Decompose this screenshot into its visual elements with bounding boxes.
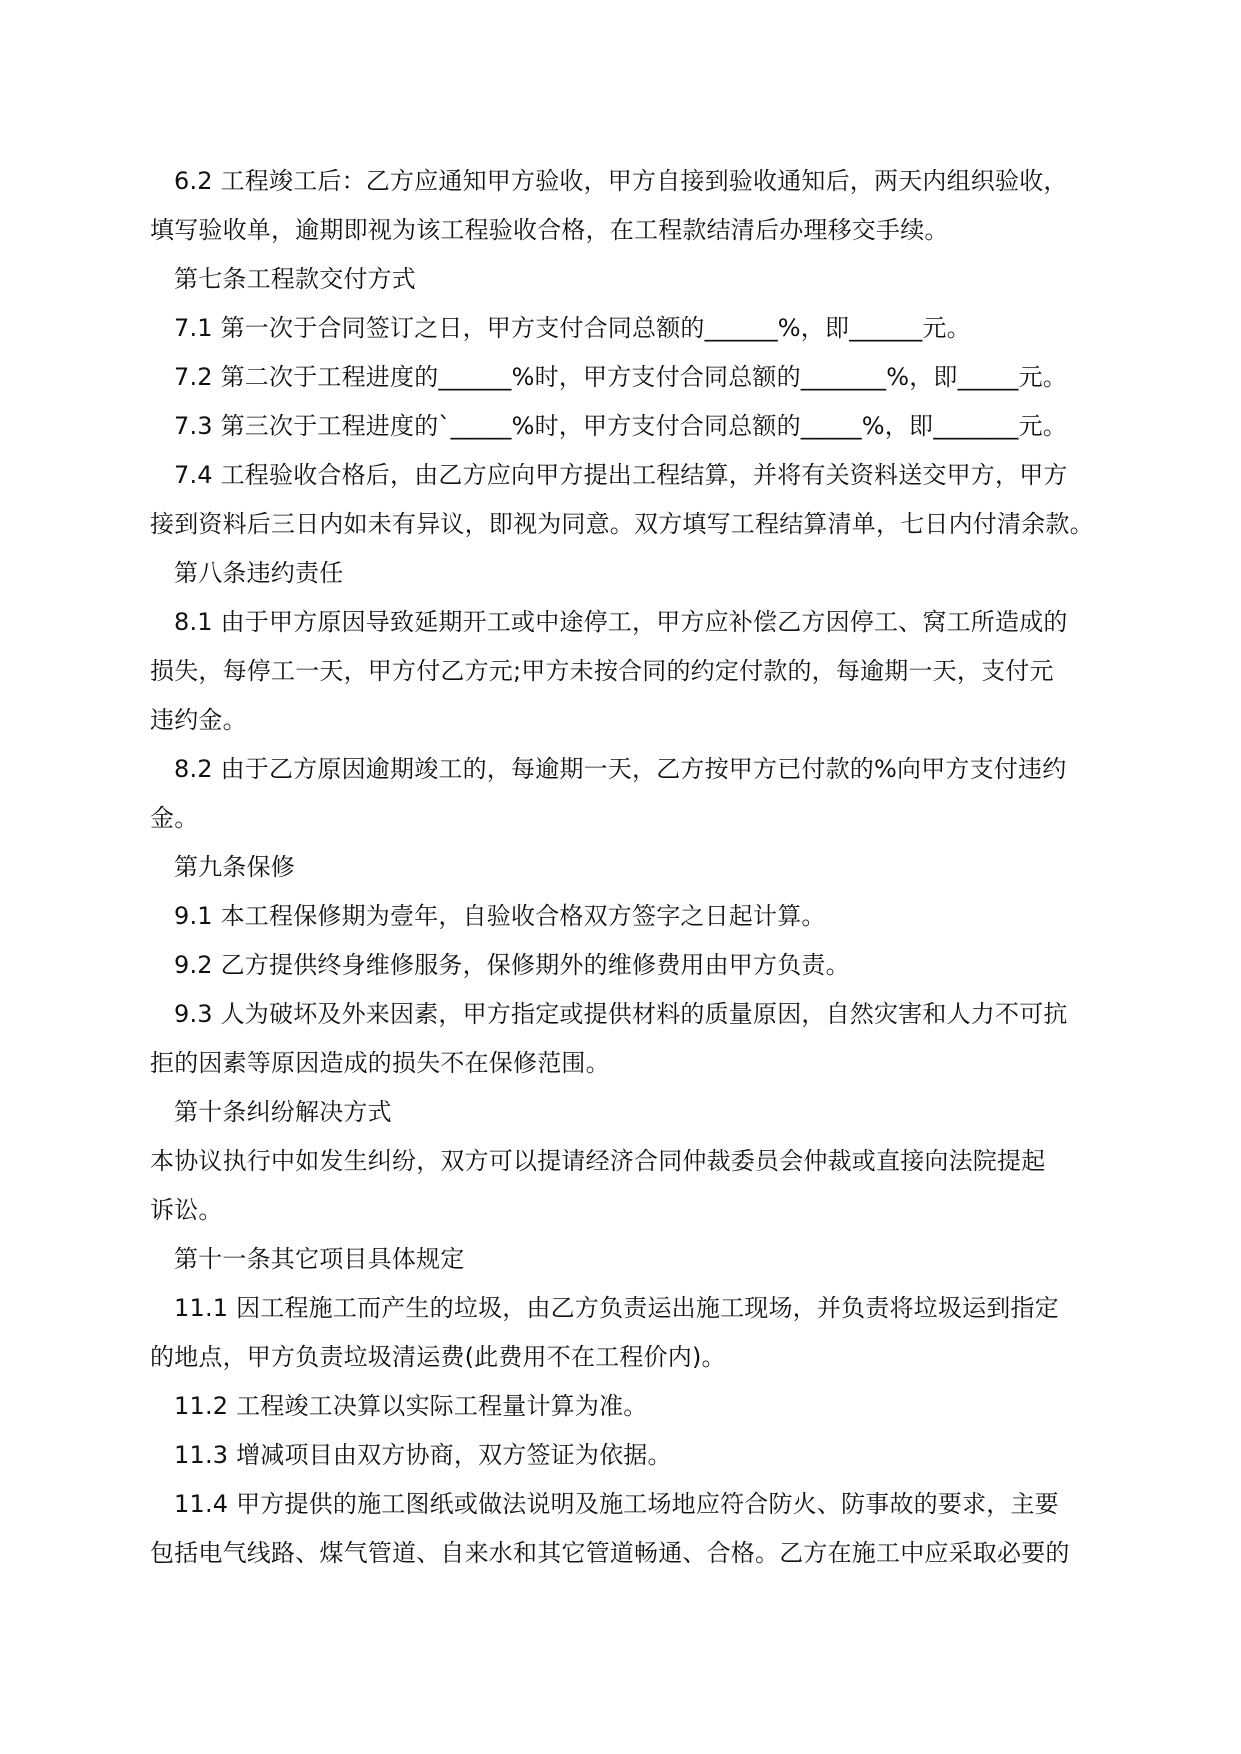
document-line: 第十一条其它项目具体规定 <box>174 1245 465 1273</box>
document-line: 8.2 由于乙方原因逾期竣工的，每逾期一天，乙方按甲方已付款的%向甲方支付违约 <box>174 755 1067 783</box>
document-line: 7.4 工程验收合格后，由乙方应向甲方提出工程结算，并将有关资料送交甲方，甲方 <box>174 461 1068 489</box>
document-line: 9.1 本工程保修期为壹年，自验收合格双方签字之日起计算。 <box>174 902 826 930</box>
document-line: 9.2 乙方提供终身维修服务，保修期外的维修费用由甲方负责。 <box>174 951 850 979</box>
document-line: 7.3 第三次于工程进度的`_____%时，甲方支付合同总额的_____%，即_______元。 <box>174 412 1068 440</box>
document-line: 接到资料后三日内如未有异议，即视为同意。双方填写工程结算清单，七日内付清余款。 <box>150 510 1094 538</box>
document-line: 诉讼。 <box>150 1196 223 1224</box>
document-line: 11.3 增减项目由双方协商，双方签证为依据。 <box>174 1441 672 1469</box>
document-line: 8.1 由于甲方原因导致延期开工或中途停工，甲方应补偿乙方因停工、窝工所造成的 <box>174 608 1068 636</box>
document-line: 9.3 人为破坏及外来因素，甲方指定或提供材料的质量原因，自然灾害和人力不可抗 <box>174 1000 1068 1028</box>
document-line: 填写验收单，逾期即视为该工程验收合格，在工程款结清后办理移交手续。 <box>150 216 949 244</box>
document-line: 7.1 第一次于合同签订之日，甲方支付合同总额的______%，即______元。 <box>174 314 971 342</box>
document-line: 的地点，甲方负责垃圾清运费(此费用不在工程价内)。 <box>150 1343 726 1371</box>
document-line: 6.2 工程竣工后：乙方应通知甲方验收，甲方自接到验收通知后，两天内组织验收， <box>174 167 1068 195</box>
document-line: 拒的因素等原因造成的损失不在保修范围。 <box>150 1049 610 1077</box>
document-line: 11.1 因工程施工而产生的垃圾，由乙方负责运出施工现场，并负责将垃圾运到指定 <box>174 1294 1059 1322</box>
document-line: 第八条违约责任 <box>174 559 344 587</box>
document-line: 7.2 第二次于工程进度的______%时，甲方支付合同总额的_______%，即_____元。 <box>174 363 1068 391</box>
document-line: 金。 <box>150 804 199 832</box>
document-line: 11.4 甲方提供的施工图纸或做法说明及施工场地应符合防火、防事故的要求，主要 <box>174 1490 1059 1518</box>
document-line: 违约金。 <box>150 706 247 734</box>
document-line: 本协议执行中如发生纠纷，双方可以提请经济合同仲裁委员会仲裁或直接向法院提起 <box>150 1147 1046 1175</box>
document-line: 第七条工程款交付方式 <box>174 265 416 293</box>
document-line: 损失，每停工一天，甲方付乙方元;甲方未按合同的约定付款的，每逾期一天，支付元 <box>150 657 1054 685</box>
document-body <box>150 157 1094 1578</box>
document-line: 第九条保修 <box>174 853 295 881</box>
document-line: 包括电气线路、煤气管道、自来水和其它管道畅通、合格。乙方在施工中应采取必要的 <box>150 1539 1070 1567</box>
document-line: 11.2 工程竣工决算以实际工程量计算为准。 <box>174 1392 648 1420</box>
document-line: 第十条纠纷解决方式 <box>174 1098 392 1126</box>
